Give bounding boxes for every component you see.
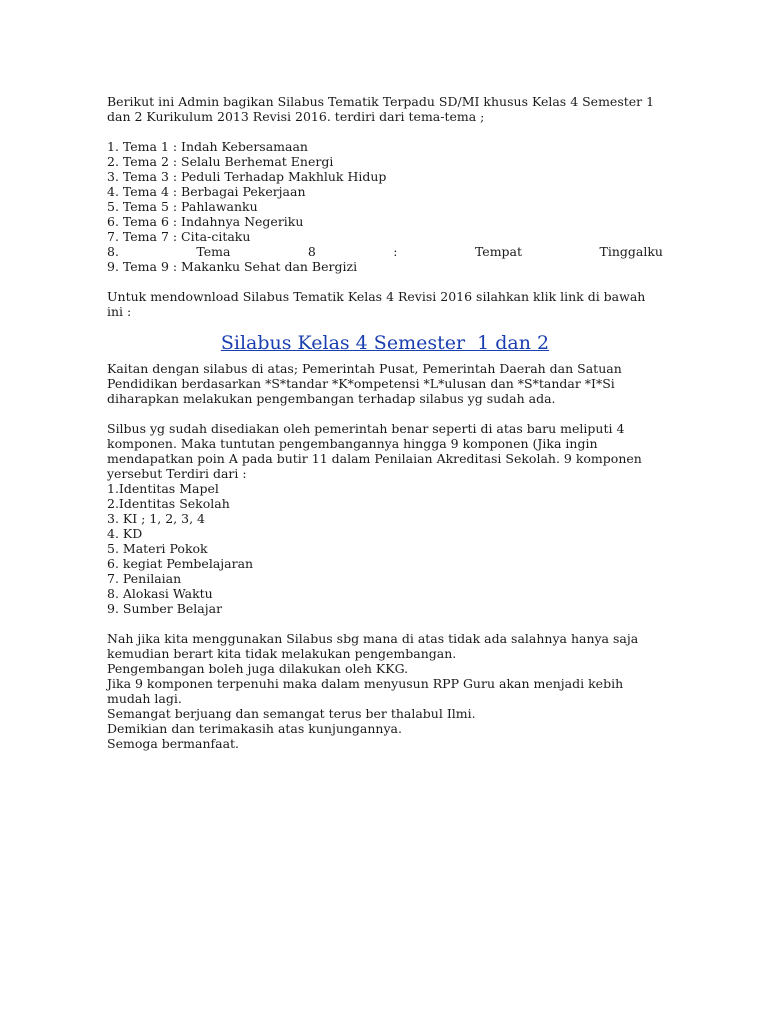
theme-8-word-1: Tempat — [474, 244, 523, 259]
component-item: 7. Penilaian — [107, 571, 182, 586]
component-item: 2.Identitas Sekolah — [107, 496, 230, 511]
theme-list — [107, 139, 663, 274]
theme-item: 1. Tema 1 : Indah Kebersamaan — [107, 139, 308, 154]
closing-line: Semoga bermanfaat. — [107, 736, 240, 751]
spacer — [107, 406, 663, 421]
component-item: 4. KD — [107, 526, 143, 541]
download-link-container — [107, 331, 663, 355]
closing-line: Demikian dan terimakasih atas kunjungannya. — [107, 721, 402, 736]
theme-item: 6. Tema 6 : Indahnya Negeriku — [107, 214, 304, 229]
component-item: 5. Materi Pokok — [107, 541, 208, 556]
document-page — [107, 94, 663, 751]
theme-item: 5. Tema 5 : Pahlawanku — [107, 199, 258, 214]
theme-8-word-2: Tinggalku — [599, 244, 663, 259]
component-item: 3. KI ; 1, 2, 3, 4 — [107, 511, 205, 526]
silabus-download-link[interactable]: Silabus Kelas 4 Semester 1 dan 2 — [220, 332, 550, 354]
component-item: 6. kegiat Pembelajaran — [107, 556, 254, 571]
closing-line: Jika 9 komponen terpenuhi maka dalam menyusun RPP Guru akan menjadi kebih mudah lagi. — [107, 676, 624, 706]
theme-item: 4. Tema 4 : Berbagai Pekerjaan — [107, 184, 306, 199]
theme-8-number: 8. — [107, 244, 119, 259]
component-item: 9. Sumber Belajar — [107, 601, 223, 616]
spacer — [107, 616, 663, 631]
theme-8-index: 8 — [307, 244, 316, 259]
closing-line: Pengembangan boleh juga dilakukan oleh KKG. — [107, 661, 409, 676]
theme-item: 9. Tema 9 : Makanku Sehat dan Bergizi — [107, 259, 358, 274]
closing-line: Semangat berjuang dan semangat terus ber thalabul Ilmi. — [107, 706, 476, 721]
theme-8-word: Tema — [196, 244, 231, 259]
closing-line: Nah jika kita menggunakan Silabus sbg mana di atas tidak ada salahnya hanya saja kemudian berart kita tidak melakukan pengembangan. — [107, 631, 639, 661]
download-instruction: Untuk mendownload Silabus Tematik Kelas 4 Revisi 2016 silahkan klik link di bawah ini : — [107, 289, 646, 319]
kaitan-paragraph: Kaitan dengan silabus di atas; Pemerintah Pusat, Pemerintah Daerah dan Satuan Pendidikan berdasarkan *S*tandar *K*ompetensi *L*ulusan dan *S*tandar *I*Si diharapkan melakukan pengembangan terhadap silabus yg sudah ada. — [107, 361, 622, 406]
component-item: 8. Alokasi Waktu — [107, 586, 213, 601]
theme-item: 2. Tema 2 : Selalu Berhemat Energi — [107, 154, 334, 169]
intro-paragraph: Berikut ini Admin bagikan Silabus Tematik Terpadu SD/MI khusus Kelas 4 Semester 1 dan 2 Kurikulum 2013 Revisi 2016. terdiri dari tema-tema ; — [107, 94, 655, 124]
silbus-paragraph: Silbus yg sudah disediakan oleh pemerintah benar seperti di atas baru meliputi 4 komponen. Maka tuntutan pengembangannya hingga 9 komponen (Jika ingin mendapatkan poin A pada butir 11 dalam Penilaian Akreditasi Sekolah. 9 komponen yersebut Terdiri dari : — [107, 421, 642, 481]
spacer — [107, 124, 663, 139]
spacer — [107, 274, 663, 289]
theme-item-8 — [107, 244, 663, 259]
theme-item: 7. Tema 7 : Cita-citaku — [107, 229, 251, 244]
theme-8-colon: : — [393, 244, 398, 259]
component-item: 1.Identitas Mapel — [107, 481, 219, 496]
theme-item: 3. Tema 3 : Peduli Terhadap Makhluk Hidup — [107, 169, 387, 184]
component-list — [107, 481, 663, 616]
